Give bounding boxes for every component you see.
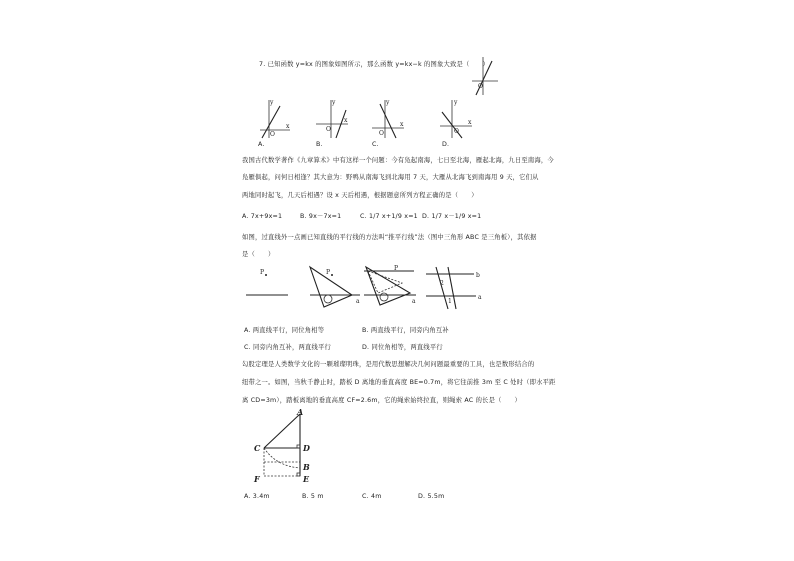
svg-text:E: E	[303, 474, 310, 484]
svg-text:y: y	[454, 99, 458, 106]
svg-text:D: D	[303, 443, 310, 453]
svg-text:P: P	[394, 265, 399, 272]
q7-stem: 7. 已知函数 y=kx 的图象如图所示，那么函数 y=kx−k 的图象大致是（ ）	[259, 61, 490, 68]
q7-choice-c[interactable]: C.	[372, 141, 379, 148]
q8-option-d[interactable]: D. 1/7 x－1/9 x=1	[422, 213, 482, 220]
q10-swing-figure	[252, 407, 322, 486]
q9-stem-line1: 如图，过直线外一点画已知直线的平行线的方法叫“推平行线”法（图中三角形 ABC 是三角板），其依据	[242, 234, 537, 241]
q7-reference-graph	[470, 55, 500, 97]
svg-text:B: B	[303, 462, 310, 472]
q9-option-b[interactable]: B. 两直线平行，同旁内角互补	[362, 327, 449, 334]
q10-option-c[interactable]: C. 4m	[362, 493, 382, 500]
q7-choice-b[interactable]: B.	[316, 141, 323, 148]
svg-text:y: y	[386, 99, 390, 106]
svg-text:P: P	[326, 269, 331, 276]
q7-graph-a	[258, 98, 292, 140]
q7-choice-a[interactable]: A.	[258, 141, 265, 148]
q10-stem-line2: 纽带之一。如图，当秋千静止时，踏板 D 离地的垂直高度 BE=0.7m，将它往前推 3m 至 C 处时（即水平距	[242, 379, 556, 386]
q7-graph-b	[314, 98, 350, 140]
q9-option-c[interactable]: C. 同旁内角互补，两直线平行	[244, 344, 331, 351]
q8-option-b[interactable]: B. 9x－7x=1	[300, 213, 342, 220]
svg-text:A: A	[297, 407, 304, 417]
q7-graph-c	[370, 98, 406, 140]
svg-text:C: C	[254, 443, 261, 453]
svg-text:O: O	[454, 128, 459, 135]
q8-stem-line1: 我国古代数学著作《九章算术》中有这样一个问题：今有凫起南海，七日至北海，雁起北海，九日至南海，今	[242, 157, 554, 164]
origin-label: O	[478, 83, 483, 90]
q9-option-d[interactable]: D. 同位角相等，两直线平行	[362, 344, 443, 351]
svg-text:x: x	[344, 117, 348, 124]
q10-option-d[interactable]: D. 5.5m	[418, 493, 445, 500]
svg-text:F: F	[254, 474, 260, 484]
q8-option-c[interactable]: C. 1/7 x+1/9 x=1	[360, 213, 418, 220]
q8-stem-line2: 凫雁俱起，问何日相逢？其大意为：野鸭从南海飞到北海用 7 天，大雁从北海飞到南海用 9 天，它们从	[242, 174, 539, 181]
svg-text:O: O	[326, 126, 331, 133]
q7-choice-d[interactable]: D.	[442, 141, 450, 148]
q9-stem-line2: 是（ ）	[242, 251, 275, 258]
svg-text:O: O	[270, 131, 275, 138]
svg-text:O: O	[379, 130, 384, 137]
svg-text:2: 2	[440, 280, 444, 287]
svg-text:x: x	[468, 119, 472, 126]
q10-option-a[interactable]: A. 3.4m	[244, 493, 270, 500]
svg-text:b: b	[476, 272, 480, 279]
svg-text:1: 1	[448, 298, 452, 305]
q10-stem-line1: 勾股定理是人类数学文化的一颗璀璨明珠，是用代数思想解决几何问题最重要的工具，也是数形结合的	[242, 361, 535, 368]
svg-text:y: y	[270, 99, 274, 106]
svg-text:a: a	[478, 294, 482, 301]
svg-text:a: a	[412, 298, 416, 305]
svg-text:y: y	[332, 99, 336, 106]
q9-option-a[interactable]: A. 两直线平行，同位角相等	[244, 327, 325, 334]
svg-text:x: x	[286, 123, 290, 130]
q10-stem-line3: 离 CD=3m），踏板离地的垂直高度 CF=2.6m，它的绳索始终拉直，则绳索 AC 的长是（ ）	[242, 397, 522, 404]
q9-figures	[242, 265, 492, 317]
q8-stem-line3: 两地同时起飞，几天后相遇？设 x 天后相遇，根据题意所列方程正确的是（ ）	[242, 192, 478, 199]
q8-option-a[interactable]: A. 7x+9x=1	[242, 213, 283, 220]
svg-text:x: x	[400, 121, 404, 128]
q10-option-b[interactable]: B. 5 m	[302, 493, 324, 500]
svg-text:P: P	[260, 269, 265, 276]
q7-graph-d	[438, 98, 474, 140]
svg-text:a: a	[356, 298, 360, 305]
